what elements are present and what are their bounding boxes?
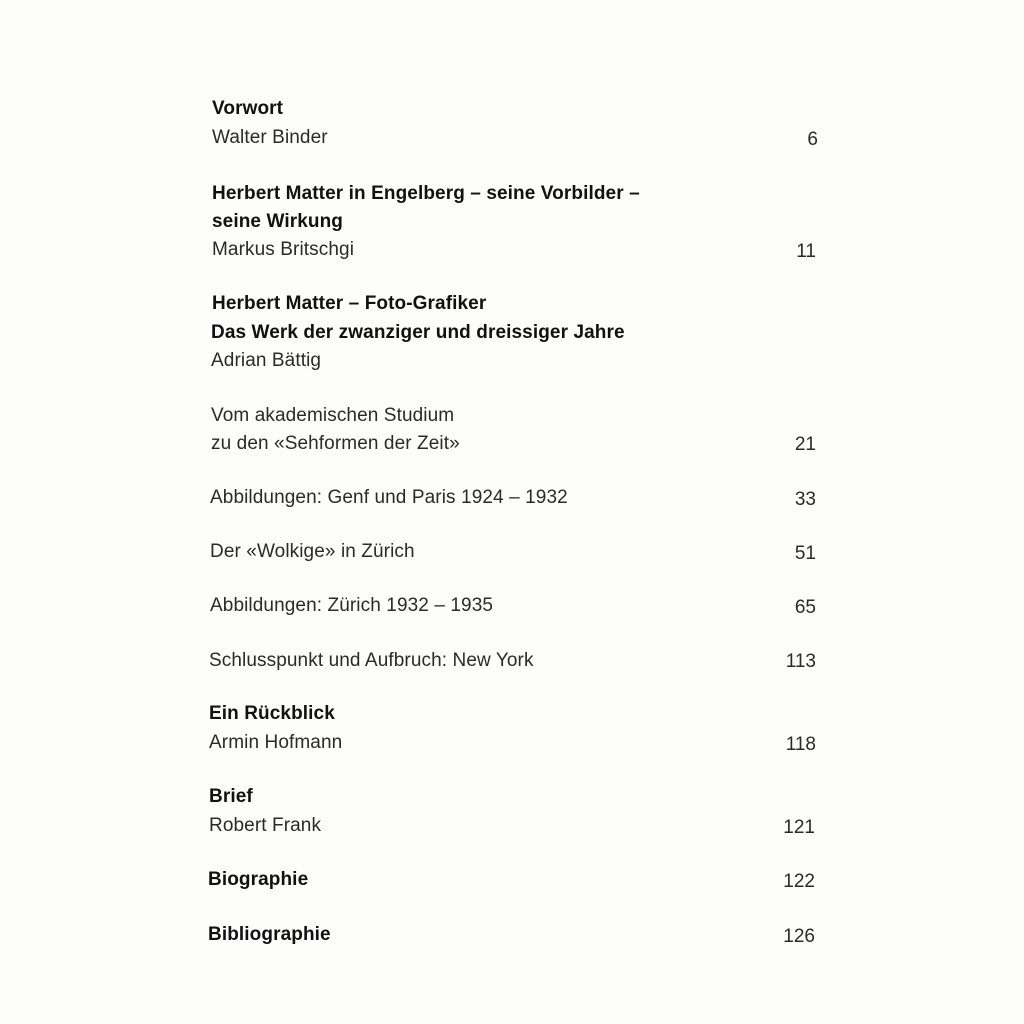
chapter-1-line2: zu den «Sehformen der Zeit» xyxy=(211,433,460,454)
entry-title-fotografiker-line2: Das Werk der zwanziger und dreissiger Jahre xyxy=(211,322,625,343)
page-number-bibliographie: 126 xyxy=(783,926,815,947)
entry-author-fotografiker: Adrian Bättig xyxy=(211,350,322,371)
entry-title-fotografiker-line1: Herbert Matter – Foto-Grafiker xyxy=(212,293,487,314)
entry-author-brief: Robert Frank xyxy=(209,815,322,836)
chapter-5: Schlusspunkt und Aufbruch: New York xyxy=(209,650,534,671)
chapter-3: Der «Wolkige» in Zürich xyxy=(210,541,415,562)
page-number-chapter-4: 65 xyxy=(794,597,816,618)
page-number-chapter-5: 113 xyxy=(785,651,816,672)
chapter-4: Abbildungen: Zürich 1932 – 1935 xyxy=(210,595,494,616)
entry-author-engelberg: Markus Britschgi xyxy=(212,239,355,260)
entry-title-vorwort: Vorwort xyxy=(212,98,284,119)
page-number-chapter-3: 51 xyxy=(794,543,816,564)
entry-title-biographie: Biographie xyxy=(208,869,309,890)
chapter-2: Abbildungen: Genf und Paris 1924 – 1932 xyxy=(210,487,568,508)
page-number-rueckblick: 118 xyxy=(785,734,816,755)
chapter-1-line1: Vom akademischen Studium xyxy=(211,405,455,426)
page-number-brief: 121 xyxy=(783,817,815,838)
entry-author-vorwort: Walter Binder xyxy=(212,127,328,148)
entry-title-engelberg-line2: seine Wirkung xyxy=(212,211,343,232)
entry-title-rueckblick: Ein Rückblick xyxy=(209,703,335,724)
page-number-vorwort: 6 xyxy=(807,129,818,150)
page-number-engelberg: 11 xyxy=(796,241,816,262)
entry-title-bibliographie: Bibliographie xyxy=(208,924,331,945)
page-number-chapter-2: 33 xyxy=(794,489,816,510)
page-number-biographie: 122 xyxy=(783,871,815,892)
entry-title-brief: Brief xyxy=(209,786,253,807)
page-number-chapter-1: 21 xyxy=(794,434,816,455)
entry-title-engelberg-line1: Herbert Matter in Engelberg – seine Vorbilder – xyxy=(212,183,640,204)
entry-author-rueckblick: Armin Hofmann xyxy=(209,732,343,753)
